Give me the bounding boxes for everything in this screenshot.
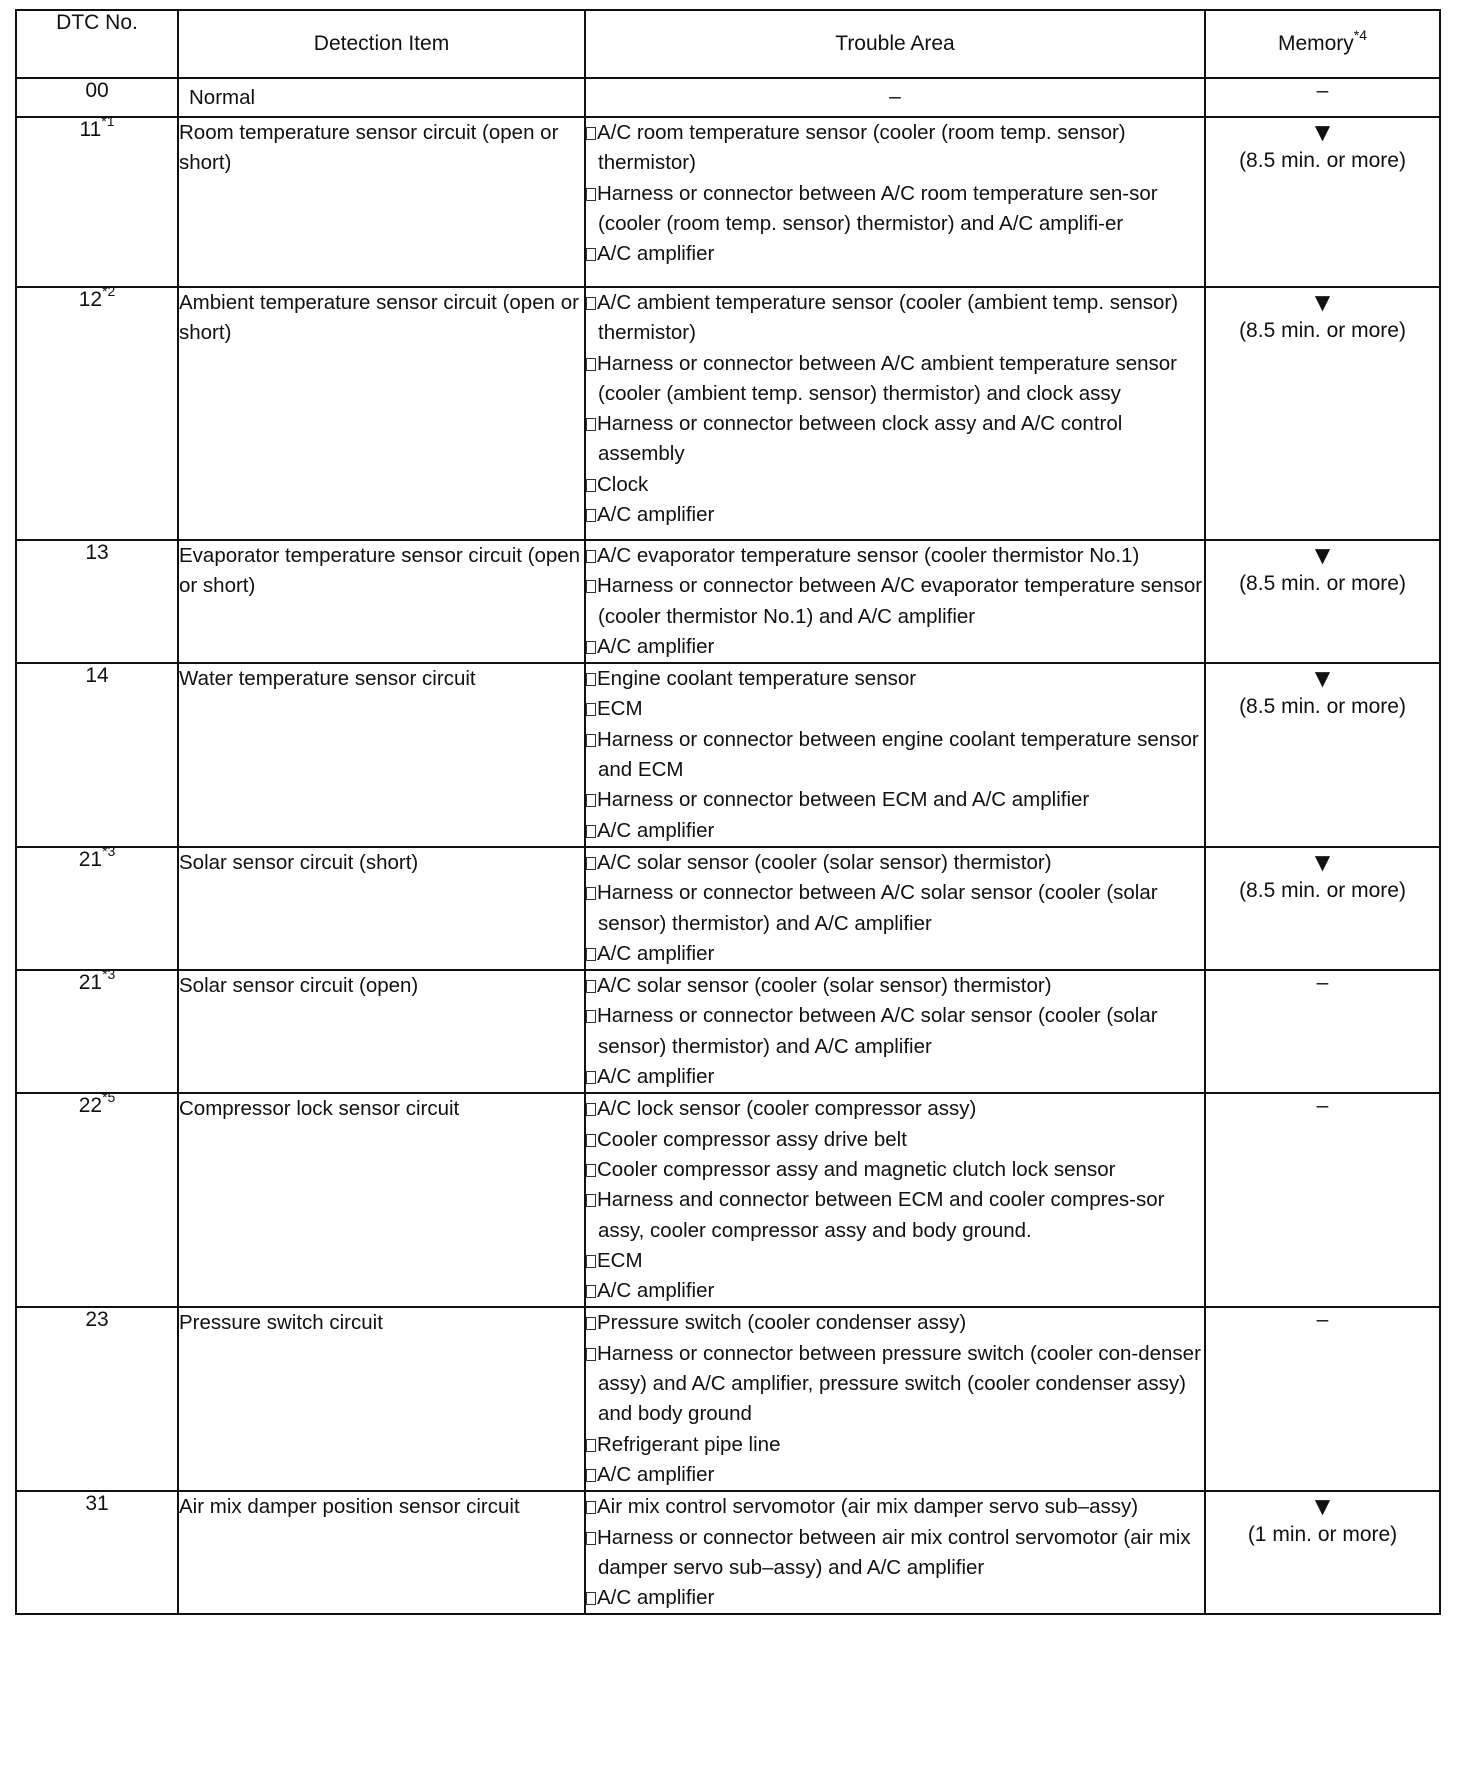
table-row — [16, 1093, 1440, 1307]
trouble-area — [585, 117, 1205, 287]
detection-item: Solar sensor circuit (short) — [178, 847, 585, 970]
checkbox-square-icon — [586, 734, 596, 747]
trouble-area-item — [586, 785, 1204, 815]
dtc-number-cell — [16, 540, 178, 663]
trouble-area-item — [586, 349, 1204, 410]
trouble-area-text: A/C amplifier — [597, 1462, 715, 1486]
table-row — [16, 663, 1440, 847]
trouble-area-text: A/C amplifier — [597, 1279, 715, 1303]
trouble-area-item — [586, 1125, 1204, 1155]
trouble-area-item — [586, 1308, 1204, 1338]
memory-cell — [1205, 663, 1440, 847]
checkbox-square-icon — [586, 1592, 596, 1605]
dtc-footnote: *3 — [102, 966, 116, 983]
memory-cell — [1205, 847, 1440, 970]
checkbox-square-icon — [586, 1348, 596, 1361]
dtc-number: 21 — [78, 971, 103, 995]
detection-item: Compressor lock sensor circuit — [178, 1093, 585, 1307]
dtc-number-cell — [16, 1089, 178, 1307]
trouble-area-item — [586, 288, 1204, 349]
checkbox-square-icon — [586, 1103, 596, 1116]
trouble-area-text: Harness or connector between air mix control servomotor (air mix damper servo sub–assy) and A/C amplifier — [597, 1525, 1191, 1579]
memory-triangle-icon: ▼ — [1309, 846, 1336, 877]
trouble-area-text: ECM — [597, 1248, 643, 1272]
trouble-area-text: Harness or connector between pressure switch (cooler con-denser assy) and A/C amplifier, pressure switch (cooler condenser assy) and body ground — [597, 1341, 1201, 1426]
memory-triangle-icon: ▼ — [1309, 117, 1336, 147]
trouble-area-item — [586, 632, 1204, 662]
trouble-area-item — [586, 1339, 1204, 1430]
trouble-area-text: A/C ambient temperature sensor (cooler (ambient temp. sensor) thermistor) — [597, 291, 1179, 345]
trouble-area — [585, 1491, 1205, 1614]
trouble-area-item — [586, 1492, 1204, 1522]
dtc-number-cell — [16, 283, 178, 540]
checkbox-square-icon — [586, 418, 596, 431]
dtc-number-cell — [16, 966, 178, 1093]
trouble-area-item — [586, 816, 1204, 846]
dtc-number: 21 — [78, 847, 103, 871]
memory-duration: (8.5 min. or more) — [1239, 149, 1406, 172]
trouble-area-item — [586, 1583, 1204, 1613]
dtc-footnote: *1 — [101, 113, 115, 129]
detection-item: Ambient temperature sensor circuit (open or short) — [178, 287, 585, 540]
dtc-footnote: *3 — [102, 842, 116, 859]
checkbox-square-icon — [586, 1439, 596, 1452]
dtc-number: 13 — [85, 541, 109, 564]
trouble-area-item — [586, 470, 1204, 500]
checkbox-square-icon — [586, 248, 596, 261]
checkbox-square-icon — [586, 1134, 596, 1147]
trouble-area-item — [586, 1185, 1204, 1246]
checkbox-square-icon — [586, 509, 596, 522]
dtc-footnote: *5 — [102, 1089, 116, 1106]
dtc-number-cell — [16, 842, 178, 970]
trouble-area-text: Harness or connector between ECM and A/C amplifier — [597, 788, 1090, 812]
trouble-area-text: A/C solar sensor (cooler (solar sensor) thermistor) — [597, 850, 1052, 874]
memory-cell — [1205, 540, 1440, 663]
trouble-area-item — [586, 1276, 1204, 1306]
trouble-area-text: A/C room temperature sensor (cooler (room temp. sensor) thermistor) — [597, 121, 1126, 175]
memory-duration: (8.5 min. or more) — [1239, 572, 1406, 595]
trouble-area-item — [586, 1246, 1204, 1276]
trouble-area-text: Refrigerant pipe line — [597, 1432, 781, 1456]
dtc-number: 31 — [85, 1492, 109, 1516]
checkbox-square-icon — [586, 479, 596, 492]
trouble-area — [585, 287, 1205, 540]
dtc-number-cell — [16, 663, 178, 847]
trouble-area-item — [586, 1430, 1204, 1460]
trouble-area-text: A/C amplifier — [597, 1586, 715, 1610]
trouble-area — [585, 1093, 1205, 1307]
dtc-number-cell — [16, 113, 178, 287]
dtc-footnote: *2 — [102, 283, 116, 299]
checkbox-square-icon — [586, 297, 596, 310]
trouble-area-item — [586, 1460, 1204, 1490]
memory-dash: – — [1316, 1308, 1329, 1332]
dtc-number-cell — [16, 1307, 178, 1491]
trouble-area-item — [586, 878, 1204, 939]
trouble-area — [585, 78, 1205, 117]
header-row — [16, 10, 1440, 78]
checkbox-square-icon — [586, 1532, 596, 1545]
trouble-area-item — [586, 179, 1204, 240]
memory-duration: (8.5 min. or more) — [1239, 695, 1406, 719]
checkbox-square-icon — [586, 1255, 596, 1268]
dtc-table — [15, 9, 1441, 1615]
checkbox-square-icon — [586, 580, 596, 593]
detection-item: Evaporator temperature sensor circuit (open or short) — [178, 540, 585, 663]
trouble-area-item — [586, 500, 1204, 530]
header-trouble-area: Trouble Area — [585, 10, 1205, 78]
checkbox-square-icon — [586, 1501, 596, 1514]
header-memory-footnote: *4 — [1353, 27, 1368, 43]
table-row — [16, 970, 1440, 1093]
trouble-area-text: A/C amplifier — [597, 941, 715, 965]
checkbox-square-icon — [586, 825, 596, 838]
checkbox-square-icon — [586, 948, 596, 961]
table-row — [16, 540, 1440, 663]
trouble-area-text: Pressure switch (cooler condenser assy) — [597, 1311, 967, 1335]
checkbox-square-icon — [586, 358, 596, 371]
memory-cell — [1205, 78, 1440, 117]
checkbox-square-icon — [586, 1317, 596, 1330]
memory-dash: – — [1316, 1094, 1329, 1118]
memory-cell — [1205, 1491, 1440, 1614]
trouble-area-text: A/C amplifier — [597, 503, 715, 527]
trouble-area-text: Cooler compressor assy and magnetic clutch lock sensor — [597, 1157, 1116, 1181]
trouble-area-item — [586, 725, 1204, 786]
trouble-area — [585, 1307, 1205, 1491]
trouble-area-text: Harness or connector between A/C solar sensor (cooler (solar sensor) thermistor) and A/C amplifier — [597, 1004, 1158, 1058]
trouble-area-text: Harness or connector between A/C solar sensor (cooler (solar sensor) thermistor) and A/C amplifier — [597, 881, 1158, 935]
table-row — [16, 1307, 1440, 1491]
checkbox-square-icon — [586, 673, 596, 686]
trouble-area-item — [586, 971, 1204, 1001]
trouble-area-text: A/C lock sensor (cooler compressor assy) — [597, 1097, 977, 1121]
trouble-area-text: Air mix control servomotor (air mix damper servo sub–assy) — [597, 1495, 1139, 1519]
trouble-area-item — [586, 1523, 1204, 1584]
checkbox-square-icon — [586, 188, 596, 201]
checkbox-square-icon — [586, 1285, 596, 1298]
trouble-area — [585, 663, 1205, 847]
trouble-area-text: Harness and connector between ECM and cooler compres-sor assy, cooler compressor assy and body ground. — [597, 1188, 1165, 1242]
trouble-area-text: A/C amplifier — [597, 242, 715, 266]
memory-triangle-icon: ▼ — [1309, 663, 1336, 694]
trouble-area-text: Harness or connector between A/C ambient temperature sensor (cooler (ambient temp. sensor) thermistor) and clock assy — [597, 351, 1177, 405]
trouble-area-text: Cooler compressor assy drive belt — [597, 1127, 907, 1151]
checkbox-square-icon — [586, 550, 596, 563]
memory-duration: (8.5 min. or more) — [1239, 319, 1406, 342]
header-dtc-no: DTC No. — [16, 10, 178, 78]
trouble-area-text: ECM — [597, 697, 643, 721]
checkbox-square-icon — [586, 1469, 596, 1482]
checkbox-square-icon — [586, 127, 596, 140]
dtc-number: 14 — [85, 664, 109, 688]
detection-item: Pressure switch circuit — [178, 1307, 585, 1491]
dtc-number: 12 — [78, 288, 103, 311]
trouble-area-text: Harness or connector between engine coolant temperature sensor and ECM — [597, 727, 1199, 782]
trouble-area-item — [586, 1094, 1204, 1124]
memory-triangle-icon: ▼ — [1309, 1491, 1336, 1522]
trouble-area-text: A/C solar sensor (cooler (solar sensor) thermistor) — [597, 974, 1052, 998]
checkbox-square-icon — [586, 794, 596, 807]
memory-cell — [1205, 287, 1440, 540]
trouble-area-item — [586, 118, 1204, 179]
table-row — [16, 117, 1440, 287]
dtc-number-cell — [16, 1491, 178, 1614]
memory-triangle-icon: ▼ — [1309, 540, 1336, 570]
detection-item: Normal — [178, 78, 585, 117]
memory-duration: (1 min. or more) — [1247, 1523, 1398, 1547]
trouble-area — [585, 540, 1205, 663]
trouble-area-item — [586, 239, 1204, 269]
checkbox-square-icon — [586, 703, 596, 716]
trouble-area-text: A/C amplifier — [597, 1065, 715, 1089]
table-row — [16, 287, 1440, 540]
checkbox-square-icon — [586, 1194, 596, 1207]
trouble-area-text: A/C amplifier — [597, 818, 715, 842]
dtc-number-cell — [16, 78, 178, 117]
detection-item: Air mix damper position sensor circuit — [178, 1491, 585, 1614]
memory-cell — [1205, 1307, 1440, 1491]
checkbox-square-icon — [586, 1010, 596, 1023]
trouble-area-text: Clock — [597, 472, 649, 496]
trouble-area-item — [586, 848, 1204, 878]
detection-item: Room temperature sensor circuit (open or short) — [178, 117, 585, 287]
trouble-area — [585, 970, 1205, 1093]
header-memory — [1205, 10, 1440, 78]
checkbox-square-icon — [586, 641, 596, 654]
detection-item: Solar sensor circuit (open) — [178, 970, 585, 1093]
table-row — [16, 847, 1440, 970]
dtc-number: 23 — [85, 1308, 109, 1332]
trouble-area-item — [586, 1062, 1204, 1092]
memory-cell — [1205, 1093, 1440, 1307]
trouble-area-item — [586, 541, 1204, 571]
memory-duration: (8.5 min. or more) — [1239, 878, 1406, 902]
checkbox-square-icon — [586, 980, 596, 993]
checkbox-square-icon — [586, 1071, 596, 1084]
trouble-area-item — [586, 664, 1204, 694]
trouble-area-text: A/C amplifier — [597, 634, 715, 658]
memory-dash: – — [1316, 79, 1329, 102]
trouble-area-text: Harness or connector between clock assy and A/C control assembly — [597, 412, 1123, 466]
trouble-area-item — [586, 409, 1204, 470]
trouble-area-item — [586, 1155, 1204, 1185]
table-row — [16, 78, 1440, 117]
trouble-area-text: Harness or connector between A/C room temperature sen-sor (cooler (room temp. sensor) thermistor) and A/C amplifi-er — [597, 181, 1158, 235]
memory-triangle-icon: ▼ — [1309, 287, 1336, 317]
checkbox-square-icon — [586, 1164, 596, 1177]
dtc-number: 22 — [78, 1094, 103, 1118]
dtc-number: 11 — [79, 118, 102, 141]
detection-item: Water temperature sensor circuit — [178, 663, 585, 847]
checkbox-square-icon — [586, 857, 596, 870]
trouble-area-text: A/C evaporator temperature sensor (cooler thermistor No.1) — [597, 544, 1140, 567]
header-memory-label: Memory — [1277, 32, 1354, 55]
trouble-area — [585, 847, 1205, 970]
dtc-number: 00 — [85, 79, 109, 102]
trouble-area-item — [586, 694, 1204, 724]
trouble-area-text: Engine coolant temperature sensor — [597, 667, 917, 691]
checkbox-square-icon — [586, 887, 596, 900]
memory-cell — [1205, 970, 1440, 1093]
trouble-area-item — [586, 571, 1204, 632]
table-row — [16, 1491, 1440, 1614]
memory-cell — [1205, 117, 1440, 287]
memory-dash: – — [1316, 971, 1329, 995]
trouble-area-text: Harness or connector between A/C evaporator temperature sensor (cooler thermistor No.1) and A/C amplifier — [597, 574, 1203, 628]
trouble-area-dash: – — [889, 85, 901, 109]
trouble-area-item — [586, 939, 1204, 969]
header-detection-item: Detection Item — [178, 10, 585, 78]
trouble-area-item — [586, 1001, 1204, 1062]
